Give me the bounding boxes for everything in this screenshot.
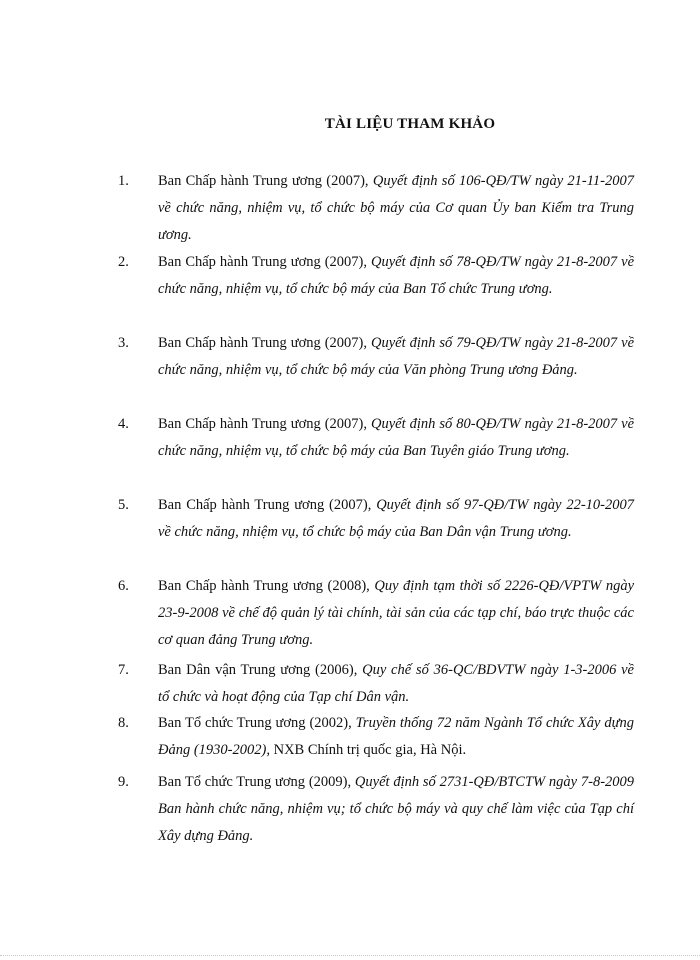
reference-author: Ban Tổ chức Trung ương (2009),: [158, 774, 352, 790]
reference-number: 6.: [118, 578, 129, 594]
reference-author: Ban Chấp hành Trung ương (2008),: [158, 578, 370, 594]
reference-number: 3.: [118, 335, 129, 351]
reference-work: Quy định tạm thời số 2226-QĐ/VPTW ngày 23-9-2008 về chế độ quản lý tài chính, tài sản của các tạp chí, báo trực thuộc các cơ quan đảng Trung ương.: [158, 578, 635, 648]
reference-text: [158, 411, 634, 465]
reference-number: 2.: [118, 254, 129, 270]
reference-author: Ban Dân vận Trung ương (2006),: [158, 662, 358, 678]
reference-text: [158, 249, 634, 303]
reference-work: Quyết định số 97-QĐ/TW ngày 22-10-2007 về chức năng, nhiệm vụ, tổ chức bộ máy của Ban Dân vận Trung ương.: [158, 497, 634, 540]
page-bottom-divider: [0, 955, 700, 957]
reference-number: 5.: [118, 497, 129, 513]
reference-number: 1.: [118, 173, 129, 189]
reference-author: Ban Chấp hành Trung ương (2007),: [158, 335, 367, 351]
reference-publisher: NXB Chính trị quốc gia, Hà Nội.: [273, 742, 467, 758]
reference-text: [158, 573, 634, 654]
reference-work: Quyết định số 106-QĐ/TW ngày 21-11-2007 về chức năng, nhiệm vụ, tổ chức bộ máy của Cơ quan Ủy ban Kiểm tra Trung ương.: [158, 173, 635, 243]
reference-work: Quyết định số 80-QĐ/TW ngày 21-8-2007 về chức năng, nhiệm vụ, tổ chức bộ máy của Ban Tuyên giáo Trung ương.: [158, 416, 635, 459]
reference-number: 9.: [118, 774, 129, 790]
reference-text: [158, 492, 634, 546]
reference-number: 7.: [118, 662, 129, 678]
reference-author: Ban Tổ chức Trung ương (2002),: [158, 715, 352, 731]
page-title: TÀI LIỆU THAM KHẢO: [324, 116, 496, 132]
reference-work: Truyền thống 72 năm Ngành Tổ chức Xây dựng Đảng (1930-2002),: [158, 715, 635, 758]
reference-work: Quyết định số 78-QĐ/TW ngày 21-8-2007 về chức năng, nhiệm vụ, tổ chức bộ máy của Ban Tổ chức Trung ương.: [158, 254, 635, 297]
reference-text: [158, 710, 634, 764]
reference-author: Ban Chấp hành Trung ương (2007),: [158, 254, 367, 270]
reference-text: [158, 168, 634, 249]
reference-text: [158, 657, 634, 711]
reference-work: Quyết định số 2731-QĐ/BTCTW ngày 7-8-2009 Ban hành chức năng, nhiệm vụ; tổ chức bộ máy và quy chế làm việc của Tạp chí Xây dựng Đảng.: [158, 774, 635, 844]
reference-number: 8.: [118, 715, 129, 731]
reference-author: Ban Chấp hành Trung ương (2007),: [158, 416, 367, 432]
reference-work: Quyết định số 79-QĐ/TW ngày 21-8-2007 về chức năng, nhiệm vụ, tổ chức bộ máy của Văn phòng Trung ương Đảng.: [158, 335, 635, 378]
reference-number: 4.: [118, 416, 129, 432]
reference-author: Ban Chấp hành Trung ương (2007),: [158, 173, 369, 189]
reference-author: Ban Chấp hành Trung ương (2007),: [158, 497, 372, 513]
reference-text: [158, 330, 634, 384]
reference-work: Quy chế số 36-QC/BDVTW ngày 1-3-2006 về tổ chức và hoạt động của Tạp chí Dân vận.: [158, 662, 634, 705]
reference-text: [158, 769, 634, 850]
